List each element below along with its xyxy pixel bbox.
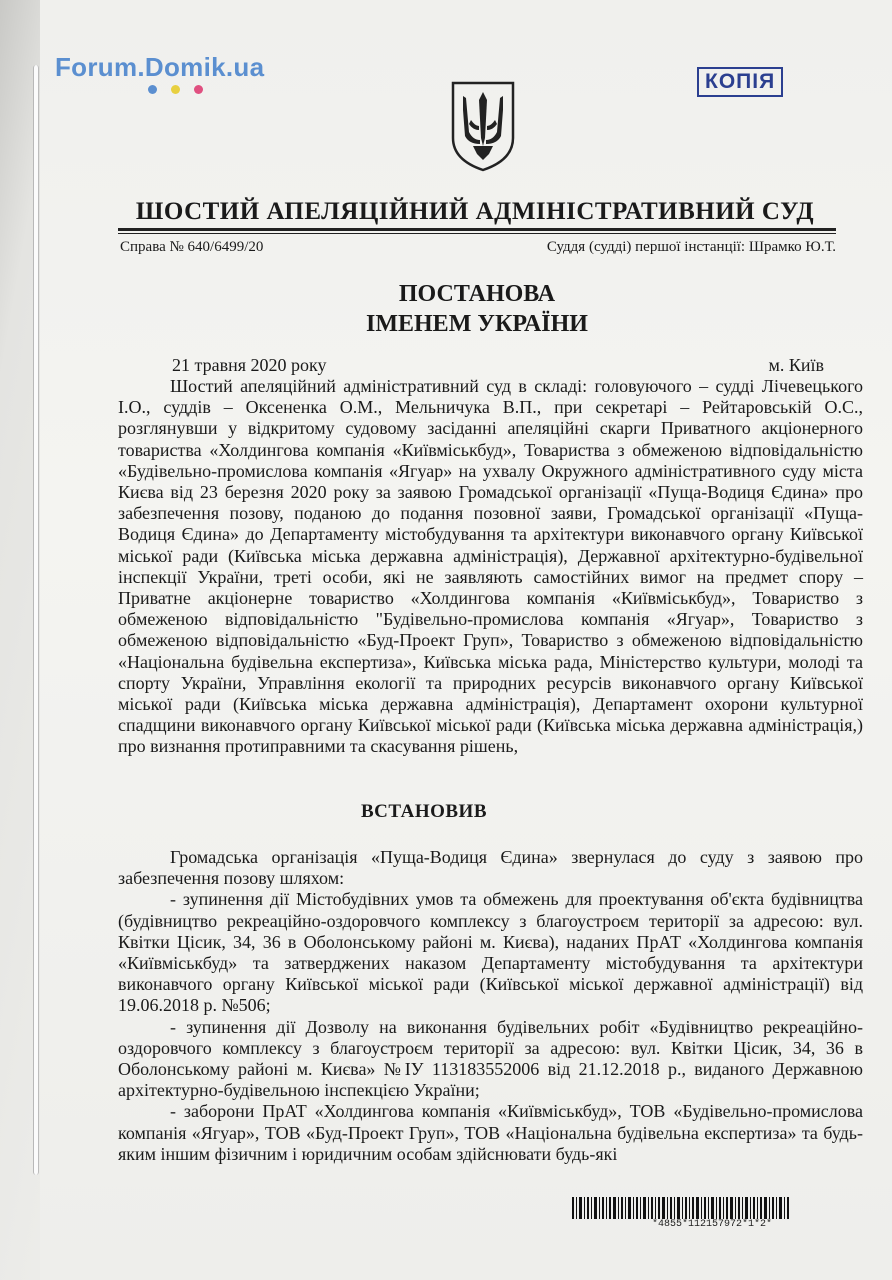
document-city: м. Київ [768, 355, 824, 375]
intro-paragraph: Шостий апеляційний адміністративний суд в складі: головуючого – судді Лічевецького І.О., суддів – Оксененка О.М., Мельничука В.П., при секретарі – Рейтаровській О.С., розглянувши у відкритому судовому засіданні апеляційні скарги Приватного акціонерного товариства «Холдингова компанія «Київміськбуд», Товариства з обмеженою відповідальністю «Будівельно-промислова компанія «Ягуар» на ухвалу Окружного адміністративного суду міста Києва від 23 березня 2020 року за заявою Громадської організації «Пуща-Водиця Єдина» про забезпечення позову, поданою до подання позовної заяви, Громадської організації «Пуща-Водиця Єдина» до Департаменту містобудування та архітектури виконавчого органу Київської міської ради (Київська міська державна адміністрація), Державної архітектурно-будівельної інспекції України, треті особи, які не заявляють самостійних вимог на предмет спору – Приватне акціонерне товариство «Холдингова компанія «Київміськбуд», Товариство з обмеженою відповідальністю "Будівельно-промислова компанія «Ягуар», Товариство з обмеженою відповідальністю «Буд-Проект Груп», Товариство з обмеженою відповідальністю «Національна будівельна експертиза», Київська міська рада, Міністерство культури, молоді та спорту України, Управління екології та природних ресурсів виконавчого органу Київської міської ради (Київська міська державна адміністрація), Департамент охорони культурної спадщини виконавчого органу Київської міської ради (Київська міська державна адміністрація,) про визнання протиправними та скасування рішень, [118, 376, 863, 757]
watermark-dots [148, 85, 264, 94]
section-heading: ВСТАНОВИВ [360, 801, 488, 822]
watermark [55, 52, 264, 94]
paragraph: - зупинення дії Містобудівних умов та обмежень для проектування об'єкта будівництва (будівництво рекреаційно-оздоровчого комплексу з благоустроєм території за адресою: вул. Квітки Цісик, 34, 36 в Оболонському районі м. Києва), наданих ПрАТ «Холдингова компанія «Київміськбуд» та затверджених наказом Департаменту містобудування та архітектури виконавчого органу Київської міської ради (Київської міської державної адміністрації) від 19.06.2018 р. №506; [118, 889, 863, 1016]
header-rule [118, 228, 836, 231]
court-name: ШОСТИЙ АПЕЛЯЦІЙНИЙ АДМІНІСТРАТИВНИЙ СУД [135, 198, 815, 225]
watermark-text: Forum.Domik.ua [55, 52, 265, 82]
document-title [118, 279, 836, 339]
trident-emblem-icon [449, 80, 517, 172]
case-number: Справа № 640/6499/20 [120, 239, 264, 255]
findings-block [118, 847, 863, 1165]
copy-stamp: КОПІЯ [697, 67, 783, 97]
watermark-dot [194, 85, 203, 94]
watermark-dot [148, 85, 157, 94]
watermark-dot [171, 85, 180, 94]
document-date: 21 травня 2020 року [172, 355, 327, 375]
paragraph: - зупинення дії Дозволу на виконання будівельних робіт «Будівництво рекреаційно-оздоровчого комплексу з благоустроєм території за адресою: вул. Квітки Цісик, 34, 36 в Оболонському районі м. Києва» №ІУ 113183552006 від 21.12.2018 р., виданого Державною архітектурно-будівельною інспекцією України; [118, 1016, 863, 1101]
barcode-number: *4855*112157972*1*2* [652, 1219, 773, 1230]
barcode [572, 1197, 790, 1219]
intro-paragraph-block [118, 376, 863, 758]
case-info [120, 239, 836, 256]
title-line-1: ПОСТАНОВА [398, 281, 556, 307]
paragraph: Громадська організація «Пуща-Водиця Єдина» звернулася до суду з заявою про забезпечення позову шляхом: [118, 847, 863, 889]
header-rule-thin [118, 233, 836, 234]
title-line-2: ІМЕНЕМ УКРАЇНИ [366, 311, 588, 337]
first-instance-judge: Суддя (судді) першої інстанції: Шрамко Ю.Т. [546, 239, 836, 255]
binding-thread [33, 65, 39, 1175]
date-place-line [172, 355, 824, 376]
paragraph: - заборони ПрАТ «Холдингова компанія «Київміськбуд», ТОВ «Будівельно-промислова компанія «Ягуар», ТОВ «Буд-Проект Груп», ТОВ «Національна будівельна експертиза» та будь-яким іншим фізичним і юридичним особам здійснювати будь-які [118, 1101, 863, 1164]
